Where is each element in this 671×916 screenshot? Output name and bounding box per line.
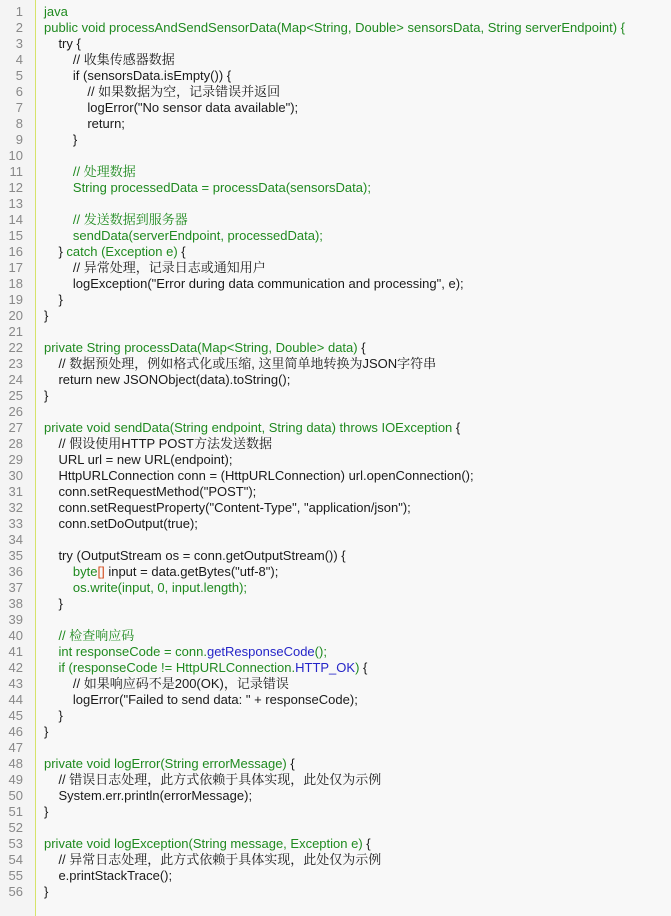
code-line[interactable]: [44, 388, 671, 404]
code-token: []: [97, 564, 105, 579]
code-line[interactable]: [44, 436, 671, 452]
line-number: 16: [8, 244, 23, 259]
code-token: URL url = new URL(endpoint);: [44, 452, 233, 467]
code-token: System.err.println(errorMessage);: [44, 788, 253, 803]
code-line[interactable]: [44, 196, 671, 212]
code-line[interactable]: [44, 68, 671, 84]
line-number: 27: [8, 420, 23, 435]
line-number: 3: [15, 36, 23, 51]
code-line[interactable]: [44, 276, 671, 292]
code-token: conn.setRequestProperty("Content-Type", "application/json");: [44, 500, 411, 515]
code-token: HttpURLConnection conn = (HttpURLConnection) url.openConnection();: [44, 468, 474, 483]
line-number: 34: [8, 532, 23, 547]
line-number: 42: [8, 660, 23, 675]
code-token: }: [44, 244, 67, 259]
line-number: 23: [8, 356, 23, 371]
line-number: 13: [8, 196, 23, 211]
code-line[interactable]: [44, 756, 671, 772]
line-number: 35: [8, 548, 23, 563]
code-token: ): [355, 660, 364, 675]
line-number: 22: [8, 340, 23, 355]
code-line[interactable]: [44, 420, 671, 436]
line-number: 39: [8, 612, 23, 627]
line-number: 4: [15, 52, 23, 67]
code-token: {: [363, 660, 368, 675]
code-token: os.write(input, 0, input.length);: [44, 580, 248, 595]
code-line[interactable]: [44, 628, 671, 644]
code-token: logException("Error during data communication and processing", e);: [44, 276, 464, 291]
code-token: // 检查响应码: [44, 628, 135, 643]
code-token: private String processData(Map<String, Double> data): [44, 340, 362, 355]
line-number-gutter: [0, 0, 36, 916]
code-token: {: [366, 836, 371, 851]
code-line[interactable]: [44, 660, 671, 676]
line-number: 31: [8, 484, 23, 499]
line-number: 1: [15, 4, 23, 19]
code-token: public void processAndSendSensorData(Map<String, Double> sensorsData, String serverEndpoint) {: [44, 20, 625, 35]
code-line[interactable]: [44, 84, 671, 100]
code-token: {: [181, 244, 186, 259]
code-token: private void logException(String message, Exception e): [44, 836, 367, 851]
code-token: if (sensorsData.isEmpty()) {: [44, 68, 232, 83]
code-token: String processedData = processData(sensorsData);: [44, 180, 371, 195]
code-line[interactable]: [44, 676, 671, 692]
code-token: java: [44, 4, 68, 19]
code-token: // 数据预处理，例如格式化或压缩, 这里简单地转换为JSON字符串: [44, 356, 437, 371]
code-line[interactable]: [44, 4, 671, 20]
code-line[interactable]: [44, 372, 671, 388]
code-line[interactable]: [44, 820, 671, 836]
code-line[interactable]: [44, 148, 671, 164]
line-number: 9: [15, 132, 23, 147]
line-number: 47: [8, 740, 23, 755]
code-token: // 如果数据为空，记录错误并返回: [44, 84, 281, 99]
code-token: try (OutputStream os = conn.getOutputStream()) {: [44, 548, 346, 563]
code-line[interactable]: [44, 20, 671, 36]
code-line[interactable]: [44, 132, 671, 148]
code-token: }: [44, 724, 49, 739]
code-line[interactable]: [44, 596, 671, 612]
line-number: 55: [8, 868, 23, 883]
line-number: 21: [8, 324, 23, 339]
line-number: 26: [8, 404, 23, 419]
code-area[interactable]: [36, 0, 671, 916]
code-token: logError("No sensor data available");: [44, 100, 299, 115]
line-number: 45: [8, 708, 23, 723]
line-number: 28: [8, 436, 23, 451]
line-number: 11: [9, 164, 23, 179]
code-token: {: [290, 756, 295, 771]
line-number: 38: [8, 596, 23, 611]
code-token: }: [44, 708, 63, 723]
code-line[interactable]: [44, 116, 671, 132]
code-token: // 错误日志处理，此方式依赖于具体实现，此处仅为示例: [44, 772, 382, 787]
line-number: 18: [8, 276, 23, 291]
code-line[interactable]: [44, 260, 671, 276]
line-number: 41: [8, 644, 23, 659]
code-token: return new JSONObject(data).toString();: [44, 372, 291, 387]
code-token: }: [44, 308, 49, 323]
code-token: conn.setDoOutput(true);: [44, 516, 198, 531]
code-token: e.printStackTrace();: [44, 868, 173, 883]
code-line[interactable]: [44, 228, 671, 244]
line-number: 10: [8, 148, 23, 163]
code-line[interactable]: [44, 548, 671, 564]
code-line[interactable]: [44, 324, 671, 340]
line-number: 29: [8, 452, 23, 467]
line-number: 33: [8, 516, 23, 531]
code-line[interactable]: [44, 308, 671, 324]
code-token: return;: [44, 116, 125, 131]
line-number: 49: [8, 772, 23, 787]
code-line[interactable]: [44, 740, 671, 756]
code-line[interactable]: [44, 212, 671, 228]
code-token: // 如果响应码不是200(OK)，记录错误: [44, 676, 289, 691]
code-token: }: [44, 132, 78, 147]
code-token: }: [44, 388, 49, 403]
code-token: sendData(serverEndpoint, processedData);: [44, 228, 323, 243]
code-token: // 假设使用HTTP POST方法发送数据: [44, 436, 272, 451]
line-number: 12: [8, 180, 23, 195]
code-token: if (responseCode != HttpURLConnection.: [44, 660, 296, 675]
code-line[interactable]: [44, 724, 671, 740]
code-token: HTTP_OK: [295, 660, 356, 675]
code-token: // 异常处理，记录日志或通知用户: [44, 260, 266, 275]
line-number: 43: [8, 676, 23, 691]
code-line[interactable]: [44, 164, 671, 180]
line-number: 24: [8, 372, 23, 387]
code-line[interactable]: [44, 772, 671, 788]
line-number: 17: [8, 260, 23, 275]
code-token: // 发送数据到服务器: [44, 212, 188, 227]
code-line[interactable]: [44, 468, 671, 484]
code-line[interactable]: [44, 804, 671, 820]
line-number: 37: [8, 580, 23, 595]
code-line[interactable]: [44, 612, 671, 628]
code-line[interactable]: [44, 404, 671, 420]
code-line[interactable]: [44, 692, 671, 708]
code-line[interactable]: [44, 532, 671, 548]
code-token: }: [44, 292, 63, 307]
line-number: 2: [15, 20, 23, 35]
code-token: catch (Exception e): [66, 244, 182, 259]
line-number: 15: [8, 228, 23, 243]
code-token: }: [44, 884, 49, 899]
code-token: logError("Failed to send data: " + responseCode);: [44, 692, 358, 707]
line-number: 30: [8, 468, 23, 483]
line-number: 6: [15, 84, 23, 99]
code-token: {: [361, 340, 366, 355]
code-line[interactable]: [44, 52, 671, 68]
code-token: }: [44, 804, 49, 819]
code-line[interactable]: [44, 708, 671, 724]
line-number: 36: [8, 564, 23, 579]
code-line[interactable]: [44, 836, 671, 852]
code-token: private void sendData(String endpoint, String data) throws IOException: [44, 420, 456, 435]
line-number: 44: [8, 692, 23, 707]
line-number: 40: [8, 628, 23, 643]
code-line[interactable]: [44, 500, 671, 516]
code-token: ();: [314, 644, 327, 659]
line-number: 20: [8, 308, 23, 323]
line-number: 53: [8, 836, 23, 851]
line-number: 25: [8, 388, 23, 403]
line-number: 8: [15, 116, 23, 131]
line-number: 32: [8, 500, 23, 515]
line-number: 19: [8, 292, 23, 307]
line-number: 51: [8, 804, 23, 819]
code-line[interactable]: [44, 100, 671, 116]
code-token: }: [44, 596, 63, 611]
code-line[interactable]: [44, 580, 671, 596]
line-number: 56: [8, 884, 23, 899]
code-line[interactable]: [44, 180, 671, 196]
code-line[interactable]: [44, 452, 671, 468]
code-line[interactable]: [44, 868, 671, 884]
line-number: 50: [8, 788, 23, 803]
code-line[interactable]: [44, 484, 671, 500]
code-token: private void logError(String errorMessage): [44, 756, 291, 771]
code-line[interactable]: [44, 516, 671, 532]
line-number: 7: [15, 100, 23, 115]
code-token: int responseCode = conn.: [44, 644, 207, 659]
code-token: byte: [72, 564, 98, 579]
code-line[interactable]: [44, 852, 671, 868]
line-number: 14: [8, 212, 23, 227]
code-line[interactable]: [44, 36, 671, 52]
code-line[interactable]: [44, 292, 671, 308]
line-number: 48: [8, 756, 23, 771]
code-line[interactable]: [44, 564, 671, 580]
line-number: 54: [8, 852, 23, 867]
code-token: try {: [44, 36, 81, 51]
code-line[interactable]: [44, 644, 671, 660]
code-token: [44, 564, 73, 579]
line-number: 52: [8, 820, 23, 835]
code-token: // 收集传感器数据: [44, 52, 175, 67]
line-number: 5: [15, 68, 23, 83]
code-line[interactable]: [44, 356, 671, 372]
code-token: // 处理数据: [44, 164, 136, 179]
code-line[interactable]: [44, 340, 671, 356]
code-token: {: [455, 420, 461, 435]
code-token: input = data.getBytes("utf-8");: [104, 564, 279, 579]
code-line[interactable]: [44, 244, 671, 260]
code-line[interactable]: [44, 884, 671, 900]
code-token: // 异常日志处理，此方式依赖于具体实现，此处仅为示例: [44, 852, 382, 867]
line-number: 46: [8, 724, 23, 739]
code-token: conn.setRequestMethod("POST");: [44, 484, 257, 499]
code-token: getResponseCode: [206, 644, 315, 659]
code-line[interactable]: [44, 788, 671, 804]
